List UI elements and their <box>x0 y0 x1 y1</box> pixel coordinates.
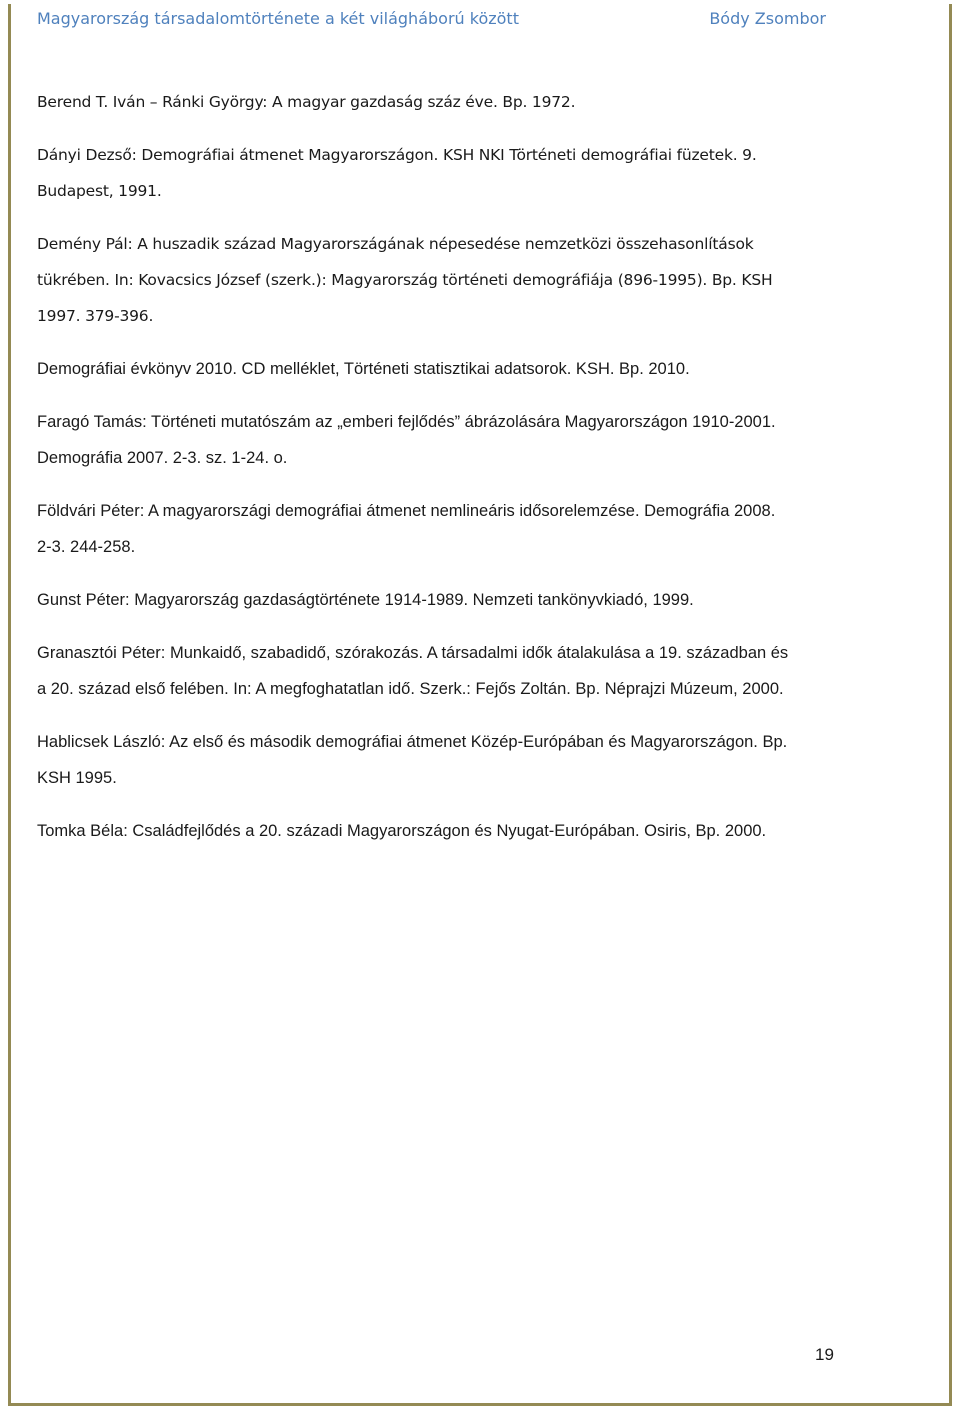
entry-line: Budapest, 1991. <box>37 182 162 200</box>
entry-line: Faragó Tamás: Történeti mutatószám az „emberi fejlődés” ábrázolására Magyarországon 1910-2001. <box>37 413 776 431</box>
entry-line: a 20. század első felében. In: A megfoghatatlan idő. Szerk.: Fejős Zoltán. Bp. Néprajzi Múzeum, 2000. <box>37 680 784 698</box>
bibliography-entry <box>37 635 837 707</box>
entry-line: Demográfiai évkönyv 2010. CD melléklet, Történeti statisztikai adatsorok. KSH. Bp. 2010. <box>37 360 690 378</box>
entry-line: Földvári Péter: A magyarországi demográfiai átmenet nemlineáris idősorelemzése. Demográfia 2008. <box>37 502 776 520</box>
entry-line: 2-3. 244-258. <box>37 538 136 556</box>
entry-line: Demény Pál: A huszadik század Magyarországának népesedése nemzetközi összehasonlítások <box>37 235 754 253</box>
bibliography-entry <box>37 582 837 618</box>
entry-line: Hablicsek László: Az első és második demográfiai átmenet Közép-Európában és Magyarországon. Bp. <box>37 733 788 751</box>
bibliography-entry <box>37 137 837 209</box>
bibliography-entry <box>37 493 837 565</box>
entry-line: Tomka Béla: Családfejlődés a 20. századi Magyarországon és Nyugat-Európában. Osiris, Bp. 2000. <box>37 822 767 840</box>
entry-line: Gunst Péter: Magyarország gazdaságtörténete 1914-1989. Nemzeti tankönyvkiadó, 1999. <box>37 591 694 609</box>
bibliography-entry <box>37 84 837 120</box>
bibliography-entry <box>37 724 837 796</box>
bibliography-entry <box>37 226 837 334</box>
page-number: 19 <box>815 1345 834 1364</box>
header-author: Bódy Zsombor <box>709 9 826 28</box>
bibliography-entry <box>37 351 837 387</box>
bibliography-entry <box>37 813 837 849</box>
entry-line: KSH 1995. <box>37 769 117 787</box>
entry-line: Berend T. Iván – Ránki György: A magyar gazdaság száz éve. Bp. 1972. <box>37 93 576 111</box>
entry-line: Demográfia 2007. 2-3. sz. 1-24. o. <box>37 449 288 467</box>
entry-line: Dányi Dezső: Demográfiai átmenet Magyarországon. KSH NKI Történeti demográfiai füzetek. 9. <box>37 146 757 164</box>
entry-line: tükrében. In: Kovacsics József (szerk.): Magyarország történeti demográfiája (896-1995). Bp. KSH <box>37 271 773 289</box>
bibliography-entry <box>37 404 837 476</box>
header-title: Magyarország társadalomtörténete a két világháború között <box>37 9 519 28</box>
entry-line: 1997. 379-396. <box>37 307 154 325</box>
bibliography-list <box>37 84 837 866</box>
entry-line: Granasztói Péter: Munkaidő, szabadidő, szórakozás. A társadalmi idők átalakulása a 19. században és <box>37 644 789 662</box>
running-header <box>37 9 826 35</box>
